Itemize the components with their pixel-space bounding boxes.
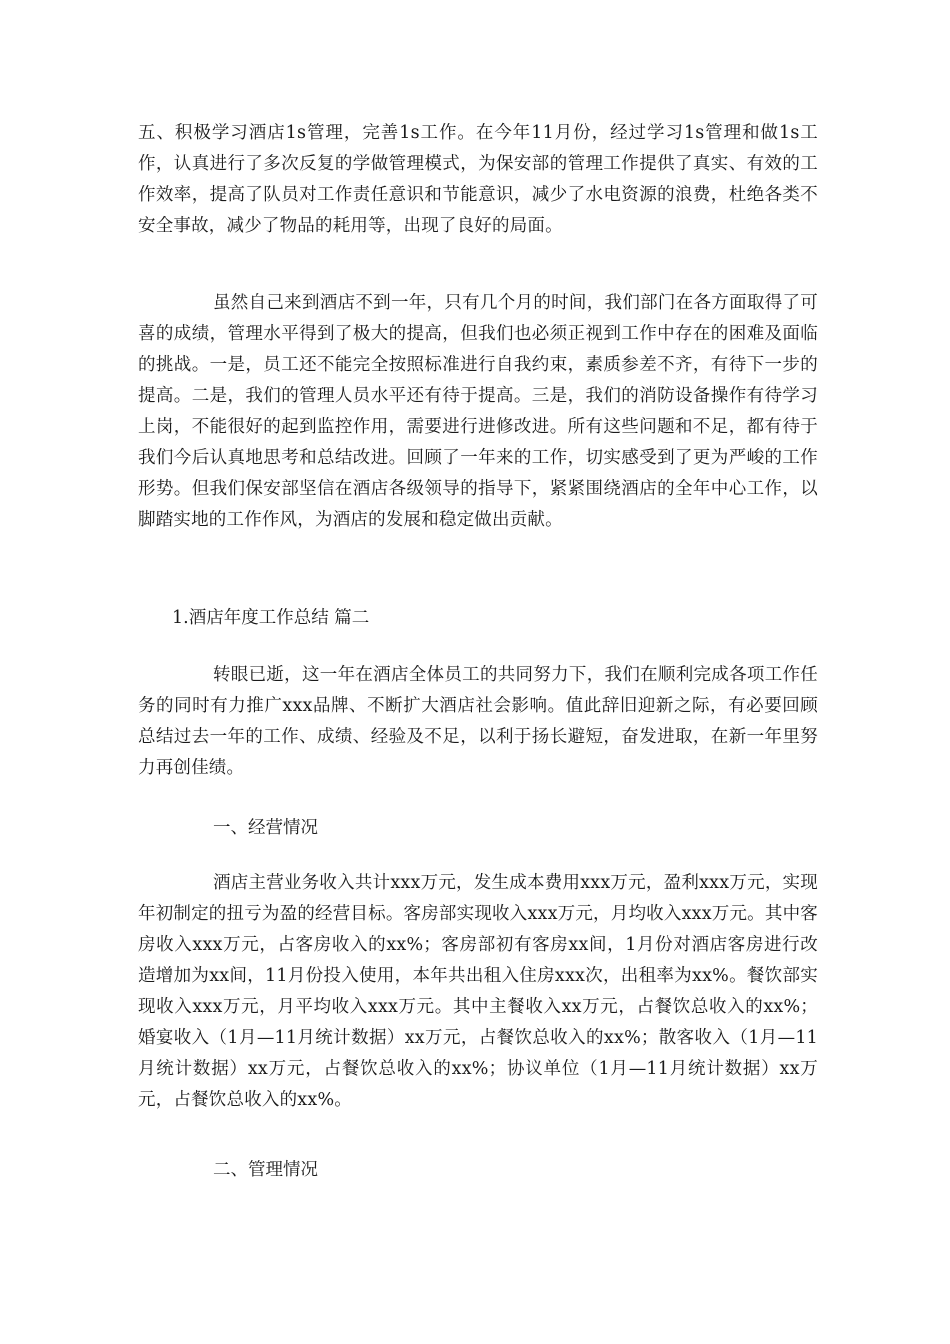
paragraph-2: 虽然自己来到酒店不到一年，只有几个月的时间，我们部门在各方面取得了可喜的成绩，管理水平得到了极大的提高，但我们也必须正视到工作中存在的困难及面临的挑战。一是，员工还不能完全按照标准进行自我约束，素质参差不齐，有待下一步的提高。二是，我们的管理人员水平还有待于提高。三是，我们的消防设备操作有待学习上岗，不能很好的起到监控作用，需要进行进修改进。所有这些问题和不足，都有待于我们今后认真地思考和总结改进。回顾了一年来的工作，切实感受到了更为严峻的工作形势。但我们保安部坚信在酒店各级领导的指导下，紧紧围绕酒店的全年中心工作，以脚踏实地的工作作风，为酒店的发展和稳定做出贡献。 <box>138 293 818 530</box>
section-title: 1.酒店年度工作总结 篇二 <box>172 608 370 628</box>
paragraph-1: 五、积极学习酒店1s管理，完善1s工作。在今年11月份，经过学习1s管理和做1s工作，认真进行了多次反复的学做管理模式，为保安部的管理工作提供了真实、有效的工作效率，提高了队员对工作责任意识和节能意识，减少了水电资源的浪费，杜绝各类不安全事故，减少了物品的耗用等，出现了良好的局面。 <box>138 123 818 236</box>
paragraph-4: 酒店主营业务收入共计xxx万元，发生成本费用xxx万元，盈利xxx万元，实现年初制定的扭亏为盈的经营目标。客房部实现收入xxx万元，月均收入xxx万元。其中客房收入xxx万元，占客房收入的xx%；客房部初有客房xx间，1月份对酒店客房进行改造增加为xx间，11月份投入使用，本年共出租入住房xxx次，出租率为xx%。餐饮部实现收入xxx万元，月平均收入xxx万元。其中主餐收入xx万元，占餐饮总收入的xx%；婚宴收入（1月—11月统计数据）xx万元，占餐饮总收入的xx%；散客收入（1月—11月统计数据）xx万元，占餐饮总收入的xx%；协议单位（1月—11月统计数据）xx万元，占餐饮总收入的xx%。 <box>138 873 818 1110</box>
heading-business-status: 一、经营情况 <box>213 818 318 838</box>
paragraph-3: 转眼已逝，这一年在酒店全体员工的共同努力下，我们在顺利完成各项工作任务的同时有力推广xxx品牌、不断扩大酒店社会影响。值此辞旧迎新之际，有必要回顾总结过去一年的工作、成绩、经验及不足，以利于扬长避短，奋发进取，在新一年里努力再创佳绩。 <box>138 665 818 778</box>
heading-management-status: 二、管理情况 <box>213 1160 318 1180</box>
